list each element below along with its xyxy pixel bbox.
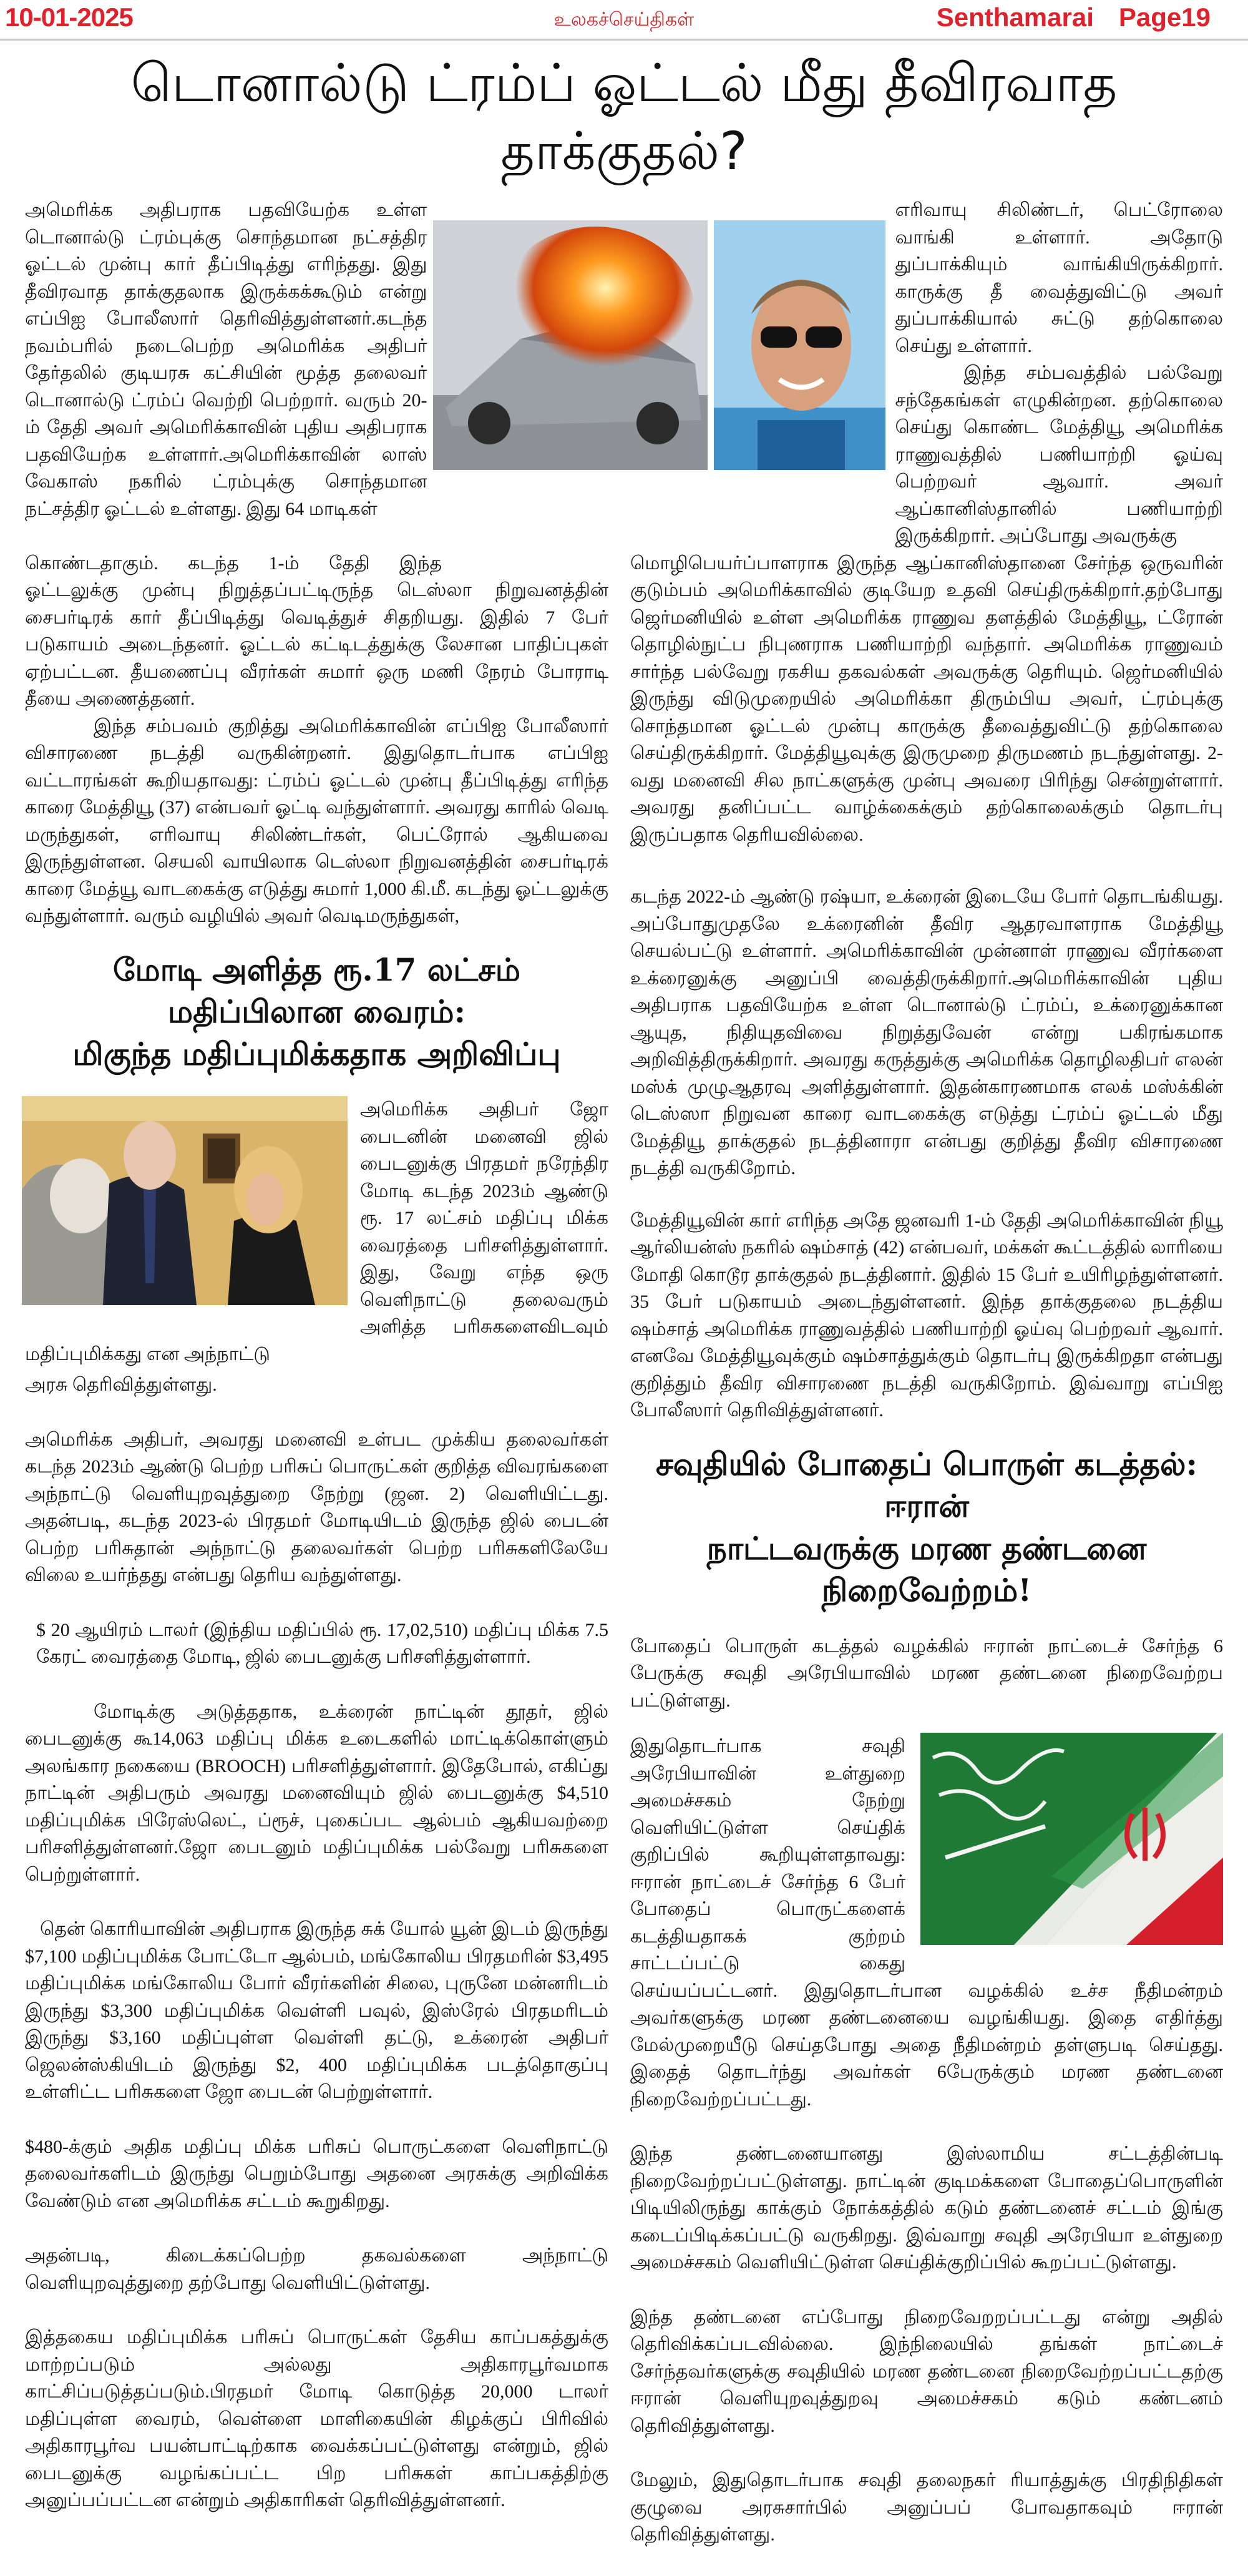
headline-line: மிகுந்த மதிப்புமிக்கதாக அறிவிப்பு xyxy=(72,1035,561,1072)
headline-line: மோடி அளித்த ரூ.17 லட்சம் மதிப்பிலான வைரம்: xyxy=(113,951,520,1031)
paragraph: அதன்படி, கிடைக்கப்பெற்ற தகவல்களை அந்நாட்டு வெளியுறவுத்துறை தற்போது வெளியிட்டுள்ளது. xyxy=(25,2245,608,2293)
lower-columns xyxy=(0,550,1248,2576)
page-number: Page19 xyxy=(1118,2,1211,32)
paragraph: மேத்தியூவின் கார் எரிந்த அதே ஜனவரி 1-ம் தேதி அமெரிக்காவின் நியூ ஆர்லியன்ஸ் நகரில் ஷம்சாத் (42) என்பவர், மக்கள் கூட்டத்தில் லாரியை மோதி கொடூர தாக்குதல் நடத்தினார். இதில் 15 பேர் உயிரிழந்துள்ளனர். 35 பேர் படுகாயம் அடைந்துள்ளனர். இந்த தாக்குதலை நடத்திய ஷம்சாத் அமெரிக்க ராணுவத்தில் பணியாற்றி ஓய்வு பெற்றவர் ஆவார். எனவே மேத்தியூவுக்கும் ஷம்சாத்துக்கும் தொடர்பு இருக்கிறதா என்பது குறித்தும் தீவிர விசாரணை நடத்தி வருகிறோம். இவ்வாறு எப்பிஐ போலீஸார் தெரிவித்துள்ளனர். xyxy=(630,1210,1223,1421)
paragraph: மேலும், இதுதொடர்பாக சவுதி தலைநகர் ரியாத்துக்கு பிரதிநிதிகள் குழுவை அரசுசார்பில் அனுப்பப் போவதாகவும் ஈரான் தெரிவித்துள்ளது. xyxy=(630,2470,1223,2545)
saudi-execution-body xyxy=(630,1633,1223,2549)
paragraph: மொழிபெயர்ப்பாளராக இருந்த ஆப்கானிஸ்தானை சேர்ந்த ஒருவரின் குடும்பம் அமெரிக்காவில் குடியேற உதவி செய்திருக்கிறார்.தற்போது ஜெர்மனியில் உள்ள அமெரிக்க ராணுவ தளத்தில் மேத்தியூ, ட்ரோன் தொழில்நுட்ப நிபுணராக பணியாற்றி வந்தார். அமெரிக்க ராணுவம் சார்ந்த பல்வேறு ரகசிய தகவல்கள் அவருக்கு தெரியும். ஜெர்மனியில் இருந்து விடுமுறையில் அமெரிக்கா திரும்பிய அவர், ட்ரம்புக்கு சொந்தமான ஓட்டல் முன்பு காருக்கு தீவைத்துவிட்டு தற்கொலை செய்திருக்கிறார். மேத்தியூவுக்கு இருமுறை திருமணம் நடந்துள்ளது. 2-வது மனைவி சில நாட்களுக்கு முன்பு அவரை பிரிந்து சென்றுள்ளார். அவரது தனிப்பட்ட வாழ்க்கைக்கும் தற்கொலைக்கும் தொடர்பு இருப்பதாக தெரியவில்லை. xyxy=(630,552,1223,845)
right-column xyxy=(630,550,1223,2576)
paragraph: போதைப் பொருள் கடத்தல் வழக்கில் ஈரான் நாட்டைச் சேர்ந்த 6 பேருக்கு சவுதி அரேபியாவில் மரண தண்டனை நிறைவேற்றப பட்டுள்ளது. xyxy=(630,1635,1223,1711)
saudi-execution-headline xyxy=(630,1443,1223,1612)
modi-biden-photo xyxy=(22,1096,348,1305)
paragraph: மோடிக்கு அடுத்ததாக, உக்ரைன் நாட்டின் தூதர், ஜில் பைடனுக்கு கூ14,063 மதிப்பு மிக்க உடைகளில் மாட்டிக்கொள்ளும் அலங்கார நகையை (BROOCH) பரிசளித்துள்ளார். இதேபோல், எகிப்து நாட்டின் அதிபரும் அவரது மனைவியும் ஜில் பைடனுக்கு $4,510 மதிப்புமிக்க பிரேஸ்லெட், ப்ரூச், புகைப்பட ஆல்பம் ஆகியவற்றை பரிசளித்துள்ளனர்.ஜோ பைடனும் மதிப்புமிக்க பல்வேறு பரிசுகளை பெற்றுள்ளார். xyxy=(25,1701,608,1885)
lead-article-left-column xyxy=(25,197,427,522)
paragraph: இத்தகைய மதிப்புமிக்க பரிசுப் பொருட்கள் தேசிய காப்பகத்துக்கு மாற்றப்படும் அல்லது அதிகாரபூர்வமாக காட்சிப்படுத்தப்படும்.பிரதமர் மோடி கொடுத்த 20,000 டாலர் மதிப்புள்ள வைரம், வெள்ளை மாளிகையின் கிழக்குப் பிரிவில் அதிகாரபூர்வ பயன்பாட்டிற்காக வைக்கப்பட்டுள்ளது என்றும், ஜில் பைடனுக்கு வழங்கப்பட்ட பிற பரிசுகள் காப்பகத்திற்கு அனுப்பப்பட்டன என்றும் அதிகாரிகள் தெரிவித்துள்ளனர். xyxy=(25,2327,608,2511)
left-column xyxy=(25,550,608,2542)
lead-headline: டொனால்டு ட்ரம்ப் ஓட்டல் மீது தீவிரவாத தாக்குதல்? xyxy=(130,52,1118,182)
headline-line: நாட்டவருக்கு மரண தண்டனை நிறைவேற்றம்! xyxy=(706,1529,1147,1609)
paragraph: இந்த சம்பவத்தில் பல்வேறு சந்தேகங்கள் எழுகின்றன. தற்கொலை செய்து கொண்ட மேத்தியூ அமெரிக்க ராணுவத்தில் பணியாற்றி ஓய்வு பெற்றவர் ஆவார். அவர் ஆப்கானிஸ்தானில் பணியாற்றி இருக்கிறார். அப்போது அவருக்கு xyxy=(895,363,1223,547)
diamond-gift-headline xyxy=(25,949,608,1075)
paragraph: கடந்த 2022-ம் ஆண்டு ரஷ்யா, உக்ரைன் இடையே போர் தொடங்கியது. அப்போதுமுதலே உக்ரைனின் தீவிர ஆதரவாளராக மேத்தியூ செயல்பட்டு உள்ளார். அமெரிக்காவின் முன்னாள் ராணுவ வீரர்களை உக்ரைனுக்கு அனுப்பி வைத்திருக்கிறார்.அமெரிக்காவின் புதிய அதிபராக பதவியேற்க உள்ள டொனால்டு ட்ரம்ப், உக்ரைனுக்கான ஆயுத, நிதியுதவிவை நிறுத்துவேன் என்று பகிரங்கமாக அறிவித்திருக்கிறார். அவரது கருத்துக்கு அமெரிக்க தொழிலதிபர் எலன் மஸ்க் முழுஆதரவு அளித்துள்ளார். இதன்காரணமாக எலக் மஸ்க்கின் டெஸ்ஸா நிறுவன காரை வாடகைக்கு எடுத்து ட்ரம்ப் ஓட்டல் மீது மேத்தியூ தாக்குதல் நடத்தினாரா என்பது குறித்து தீவிர விசாரணை நடத்தி வருகிறோம். xyxy=(630,886,1223,1179)
masthead xyxy=(912,2,1211,32)
diamond-gift-body xyxy=(25,1096,608,2514)
suspect-portrait-photo xyxy=(714,220,885,470)
lead-article-right-column xyxy=(895,197,1223,550)
lead-article-right-continued xyxy=(630,550,1223,1424)
headline-line: சவுதியில் போதைப் பொருள் கடத்தல்: ஈரான் xyxy=(655,1445,1198,1525)
saudi-iran-flags-photo xyxy=(920,1733,1223,1945)
paper-name: Senthamarai xyxy=(936,2,1094,32)
paragraph: இந்த சம்பவம் குறித்து அமெரிக்காவின் எப்பிஐ போலீஸார் விசாரணை நடத்தி வருகின்றனர். இதுதொடர்பாக எப்பிஐ வட்டாரங்கள் கூறியதாவது: ட்ரம்ப் ஓட்டல் முன்பு தீப்பிடித்து எரிந்த காரை மேத்தியூ (37) என்பவர் ஓட்டி வந்துள்ளார். அவரது காரில் வெடி மருந்துகள், எரிவாயு சிலிண்டர்கள், பெட்ரோல் ஆகியவை இருந்துள்ளன. செயலி வாயிலாக டெஸ்லா நிறுவனத்தின் சைபர்டிரக் காரை மேத்யூ வாடகைக்கு எடுத்து சுமார் 1,000 கி.மீ. கடந்து ஓட்டலுக்கு வந்துள்ளார். வரும் வழியில் அவர் வெடிமருந்துகள், xyxy=(25,715,608,927)
paragraph: தென் கொரியாவின் அதிபராக இருந்த சுக் யோல் யூன் இடம் இருந்து $7,100 மதிப்புமிக்க போட்டோ ஆல்பம், மங்கோலிய பிரதமரின் $3,495 மதிப்புமிக்க மங்கோலிய போர் வீரர்களின் சிலை, புருனே மன்னரிடம் இருந்து $3,300 மதிப்புமிக்க வெள்ளி பவுல், இஸ்ரேல் பிரதமரிடம் இருந்து $3,160 மதிப்புள்ள வெள்ளி தட்டு, உக்ரைன் அதிபர் ஜெலன்ஸ்கியிடம் இருந்து $2, 400 மதிப்புமிக்க படத்தொகுப்பு உள்ளிட்ட பரிசுகளை ஜோ பைடன் பெற்றுள்ளார். xyxy=(25,1919,608,2103)
paragraph: அமெரிக்க அதிபராக பதவியேற்க உள்ள டொனால்டு ட்ரம்புக்கு சொந்தமான நட்சத்திர ஓட்டல் முன்பு கார் தீப்பிடித்து எரிந்தது. இது தீவிரவாத தாக்குதலாக இருக்கக்கூடும் என்று எப்பிஐ போலீஸார் தெரிவித்துள்ளனர்.கடந்த நவம்பரில் நடைபெற்ற அமெரிக்க அதிபர் தேர்தலில் குடியரசு கட்சியின் மூத்த தலைவர் டொனால்டு ட்ரம்ப் வெற்றி பெற்றார். வரும் 20-ம் தேதி அவர் அமெரிக்காவின் புதிய அதிபராக பதவியேற்க உள்ளார்.அமெரிக்காவின் லாஸ் வேகாஸ் நகரில் ட்ரம்புக்கு சொந்தமான நட்சத்திர ஓட்டல் உள்ளது. இது 64 மாடிகள் xyxy=(25,200,427,519)
burning-car-photo xyxy=(433,220,708,470)
issue-date: 10-01-2025 xyxy=(5,2,133,32)
paragraph: எரிவாயு சிலிண்டர், பெட்ரோலை வாங்கி உள்ளார். அதோடு துப்பாக்கியும் வாங்கியிருக்கிறார். காருக்கு தீ வைத்துவிட்டு அவர் துப்பாக்கியால் சுட்டு தற்கொலை செய்து உள்ளார். xyxy=(895,200,1223,356)
paragraph: $ 20 ஆயிரம் டாலர் (இந்திய மதிப்பில் ரூ. 17,02,510) மதிப்பு மிக்க 7.5 கேரட் வைரத்தை மோடி, ஜில் பைடனுக்கு பரிசளித்துள்ளார். xyxy=(36,1619,608,1668)
paragraph: அமெரிக்க அதிபர் ஜோ பைடனின் மனைவி ஜில் பைடனுக்கு பிரதமர் நரேந்திர மோடி கடந்த 2023ம் ஆண்டு ரூ. 17 லட்சம் மதிப்பு மிக்க வைரத்தை பரிசளித்துள்ளார். இது, வேறு எந்த ஒரு வெளிநாட்டு தலைவரும் அளித்த பரிசுகளைவிடவும் மதிப்புமிக்கது என அந்நாட்டு xyxy=(25,1099,608,1364)
paragraph: ஓட்டலுக்கு முன்பு நிறுத்தப்பட்டிருந்த டெஸ்லா நிறுவனத்தின் சைபர்டிரக் கார் தீப்பிடித்து வெடித்துச் சிதறியது. இதில் 7 பேர் படுகாயம் அடைந்தனர். ஓட்டல் கட்டிடத்துக்கு லேசான பாதிப்புகள் ஏற்பட்டன. தீயணைப்பு வீரர்கள் சுமார் ஒரு மணி நேரம் போராடி தீயை அணைத்தனர். xyxy=(25,580,608,710)
paragraph: இந்த தண்டனை எப்போது நிறைவேறறப்பட்டது என்று அதில் தெரிவிக்கப்படவில்லை. இந்நிலையில் தங்கள் நாட்டைச் சேர்ந்தவர்களுக்கு சவுதியில் மரண தண்டனை நிறைவேற்றப்பட்டதற்கு ஈரான் வெளியுறவுத்துறவு அமைச்சகம் கடும் கண்டனம் தெரிவித்துள்ளது. xyxy=(630,2306,1223,2436)
lead-article-top-row xyxy=(0,197,1248,550)
paragraph: அரசு தெரிவித்துள்ளது. xyxy=(25,1374,217,1396)
lead-article-left-continued xyxy=(25,550,608,930)
paragraph: இதுதொடர்பாக சவுதி அரேபியாவின் உள்துறை அமைச்சகம் நேற்று வெளியிட்டுள்ள செய்திக் குறிப்பில் கூறியுள்ளதாவது: ஈரான் நாட்டைச் சேர்ந்த 6 பேர் போதைப் பொருட்களைக் கடத்தியதாகக் குற்றம் சாட்டப்பட்டு கைது செய்யப்பட்டனர். இதுதொடர்பான வழக்கில் உச்ச நீதிமன்றம் அவர்களுக்கு மரண தண்டனையை வழங்கியது. இதை எதிர்த்து மேல்முறையீடு செய்தபோது அதை நீதிமன்றம் தள்ளுபடி செய்தது. இதைத் தொடர்ந்து அவர்கள் 6பேருக்கும் மரண தண்டனை நிறைவேற்றப்பட்டது. xyxy=(630,1736,1223,2110)
paragraph: $480-க்கும் அதிக மதிப்பு மிக்க பரிசுப் பொருட்களை வெளிநாட்டு தலைவர்களிடம் இருந்து பெறும்போது அதனை அரசுக்கு அறிவிக்க வேண்டும் என அமெரிக்க சட்டம் கூறுகிறது. xyxy=(25,2136,608,2211)
paragraph: அமெரிக்க அதிபர், அவரது மனைவி உள்பட முக்கிய தலைவர்கள் கடந்த 2023ம் ஆண்டு பெற்ற பரிசுப் பொருட்கள் குறித்த விவரங்களை அந்நாட்டு வெளியுறவுத்துறை நேற்று (ஜன. 2) வெளியிட்டது. அதன்படி, கடந்த 2023-ல் பிரதமர் மோடியிடம் இருந்த ஜில் பைடன் பெற்ற பரிசுதான் அந்நாட்டு தலைவர்கள் பெற்ற பரிசுகளிலேயே விலை உயர்ந்தது என்பது தெரிய வந்துள்ளது. xyxy=(25,1429,608,1586)
page-header xyxy=(0,0,1248,41)
paragraph-line: கொண்டதாகும். கடந்த 1-ம் தேதி இந்த xyxy=(25,552,442,574)
section-title: உலகச்செய்திகள் xyxy=(553,9,695,31)
paragraph: இந்த தண்டனையானது இஸ்லாமிய சட்டத்தின்படி நிறைவேற்றப்பட்டுள்ளது. நாட்டின் குடிமக்களை போதைப்பொருளின் பிடியிலிருந்து காக்கும் நோக்கத்தில் கடும் தண்டனைச் சட்டம் இங்கு கடைப்பிடிக்கப்பட்டு வருகிறது. இவ்வாறு சவுதி அரேபியா உள்துறை அமைச்சகம் வெளியிட்டுள்ள செய்திக்குறிப்பில் கூறப்பட்டுள்ளது. xyxy=(630,2143,1223,2273)
